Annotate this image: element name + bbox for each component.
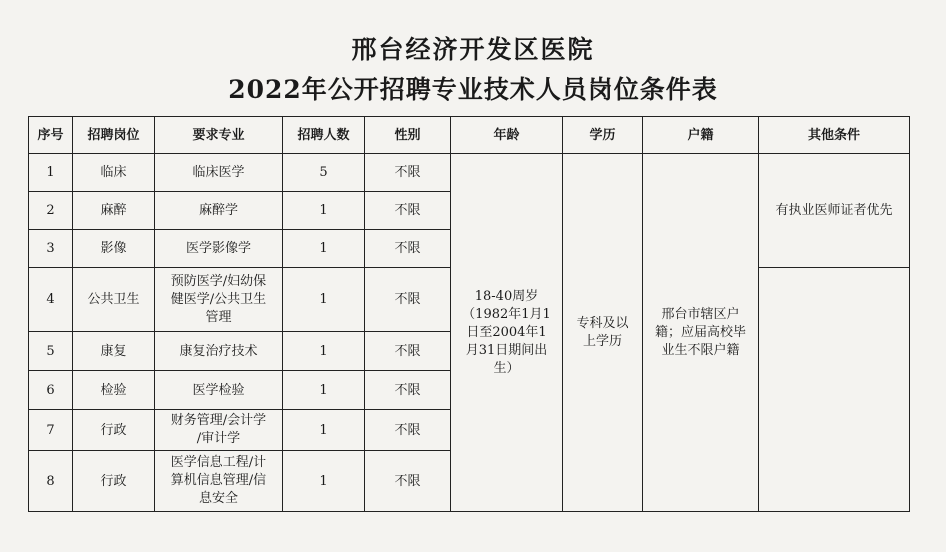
cell-gender: 不限	[365, 410, 451, 451]
cell-post: 麻醉	[73, 192, 155, 230]
major-line: 财务管理/会计学	[170, 413, 267, 428]
age-line: 日至2004年1	[466, 324, 547, 340]
cell-no: 6	[29, 371, 73, 410]
cell-no: 3	[29, 230, 73, 268]
cell-no: 8	[29, 451, 73, 512]
age-line: （1982年1月1	[462, 306, 551, 322]
cell-count: 5	[283, 154, 365, 192]
household-line: 邢台市辖区户	[661, 306, 740, 322]
cell-age	[451, 154, 563, 512]
cell-household	[643, 154, 759, 512]
cell-major	[155, 410, 283, 451]
major-line: 健医学/公共卫生	[170, 291, 267, 307]
cell-post: 行政	[73, 410, 155, 451]
cell-gender: 不限	[365, 371, 451, 410]
cell-no: 2	[29, 192, 73, 230]
cell-count: 1	[283, 332, 365, 371]
cell-major: 医学影像学	[155, 230, 283, 268]
cell-other: 有执业医师证者优先	[759, 154, 910, 268]
cell-gender: 不限	[365, 332, 451, 371]
cell-major: 康复治疗技术	[155, 332, 283, 371]
cell-other-empty	[759, 268, 910, 512]
major-line: 预防医学/妇幼保	[170, 273, 267, 289]
cell-no: 7	[29, 410, 73, 451]
cell-major: 临床医学	[155, 154, 283, 192]
table-row	[29, 154, 910, 192]
cell-gender: 不限	[365, 154, 451, 192]
cell-count: 1	[283, 268, 365, 332]
major-line: 算机信息管理/信	[170, 473, 267, 488]
major-line: 医学信息工程/计	[170, 455, 267, 470]
household-line: 籍；应届高校毕	[654, 324, 746, 340]
age-line: 18-40周岁	[474, 288, 539, 304]
education-line: 上学历	[582, 333, 622, 349]
education-line: 专科及以	[576, 315, 629, 331]
major-line: 管理	[205, 309, 232, 325]
document-title: 邢台经济开发区医院	[351, 35, 595, 64]
cell-post: 临床	[73, 154, 155, 192]
age-line: 月31日期间出	[465, 342, 548, 358]
cell-gender: 不限	[365, 451, 451, 512]
cell-no: 1	[29, 154, 73, 192]
positions-table	[28, 116, 910, 512]
cell-post: 康复	[73, 332, 155, 371]
cell-count: 1	[283, 410, 365, 451]
cell-gender: 不限	[365, 230, 451, 268]
major-line: /审计学	[196, 431, 241, 446]
header-count: 招聘人数	[283, 117, 365, 154]
cell-major	[155, 451, 283, 512]
document-subtitle: 2022年公开招聘专业技术人员岗位条件表	[228, 75, 718, 104]
household-line: 业生不限户籍	[661, 342, 740, 358]
cell-count: 1	[283, 371, 365, 410]
major-line: 息安全	[198, 491, 238, 506]
header-post: 招聘岗位	[73, 117, 155, 154]
header-education: 学历	[563, 117, 643, 154]
header-other: 其他条件	[759, 117, 910, 154]
cell-count: 1	[283, 451, 365, 512]
cell-post: 行政	[73, 451, 155, 512]
header-no: 序号	[29, 117, 73, 154]
cell-count: 1	[283, 192, 365, 230]
table-header-row	[29, 117, 910, 154]
cell-no: 5	[29, 332, 73, 371]
header-major: 要求专业	[155, 117, 283, 154]
cell-education	[563, 154, 643, 512]
header-household: 户籍	[643, 117, 759, 154]
cell-post: 检验	[73, 371, 155, 410]
age-line: 生）	[493, 360, 520, 376]
cell-count: 1	[283, 230, 365, 268]
cell-post: 公共卫生	[73, 268, 155, 332]
header-age: 年龄	[451, 117, 563, 154]
cell-major: 麻醉学	[155, 192, 283, 230]
cell-gender: 不限	[365, 192, 451, 230]
cell-no: 4	[29, 268, 73, 332]
header-gender: 性别	[365, 117, 451, 154]
cell-post: 影像	[73, 230, 155, 268]
cell-major	[155, 268, 283, 332]
cell-gender: 不限	[365, 268, 451, 332]
cell-major: 医学检验	[155, 371, 283, 410]
